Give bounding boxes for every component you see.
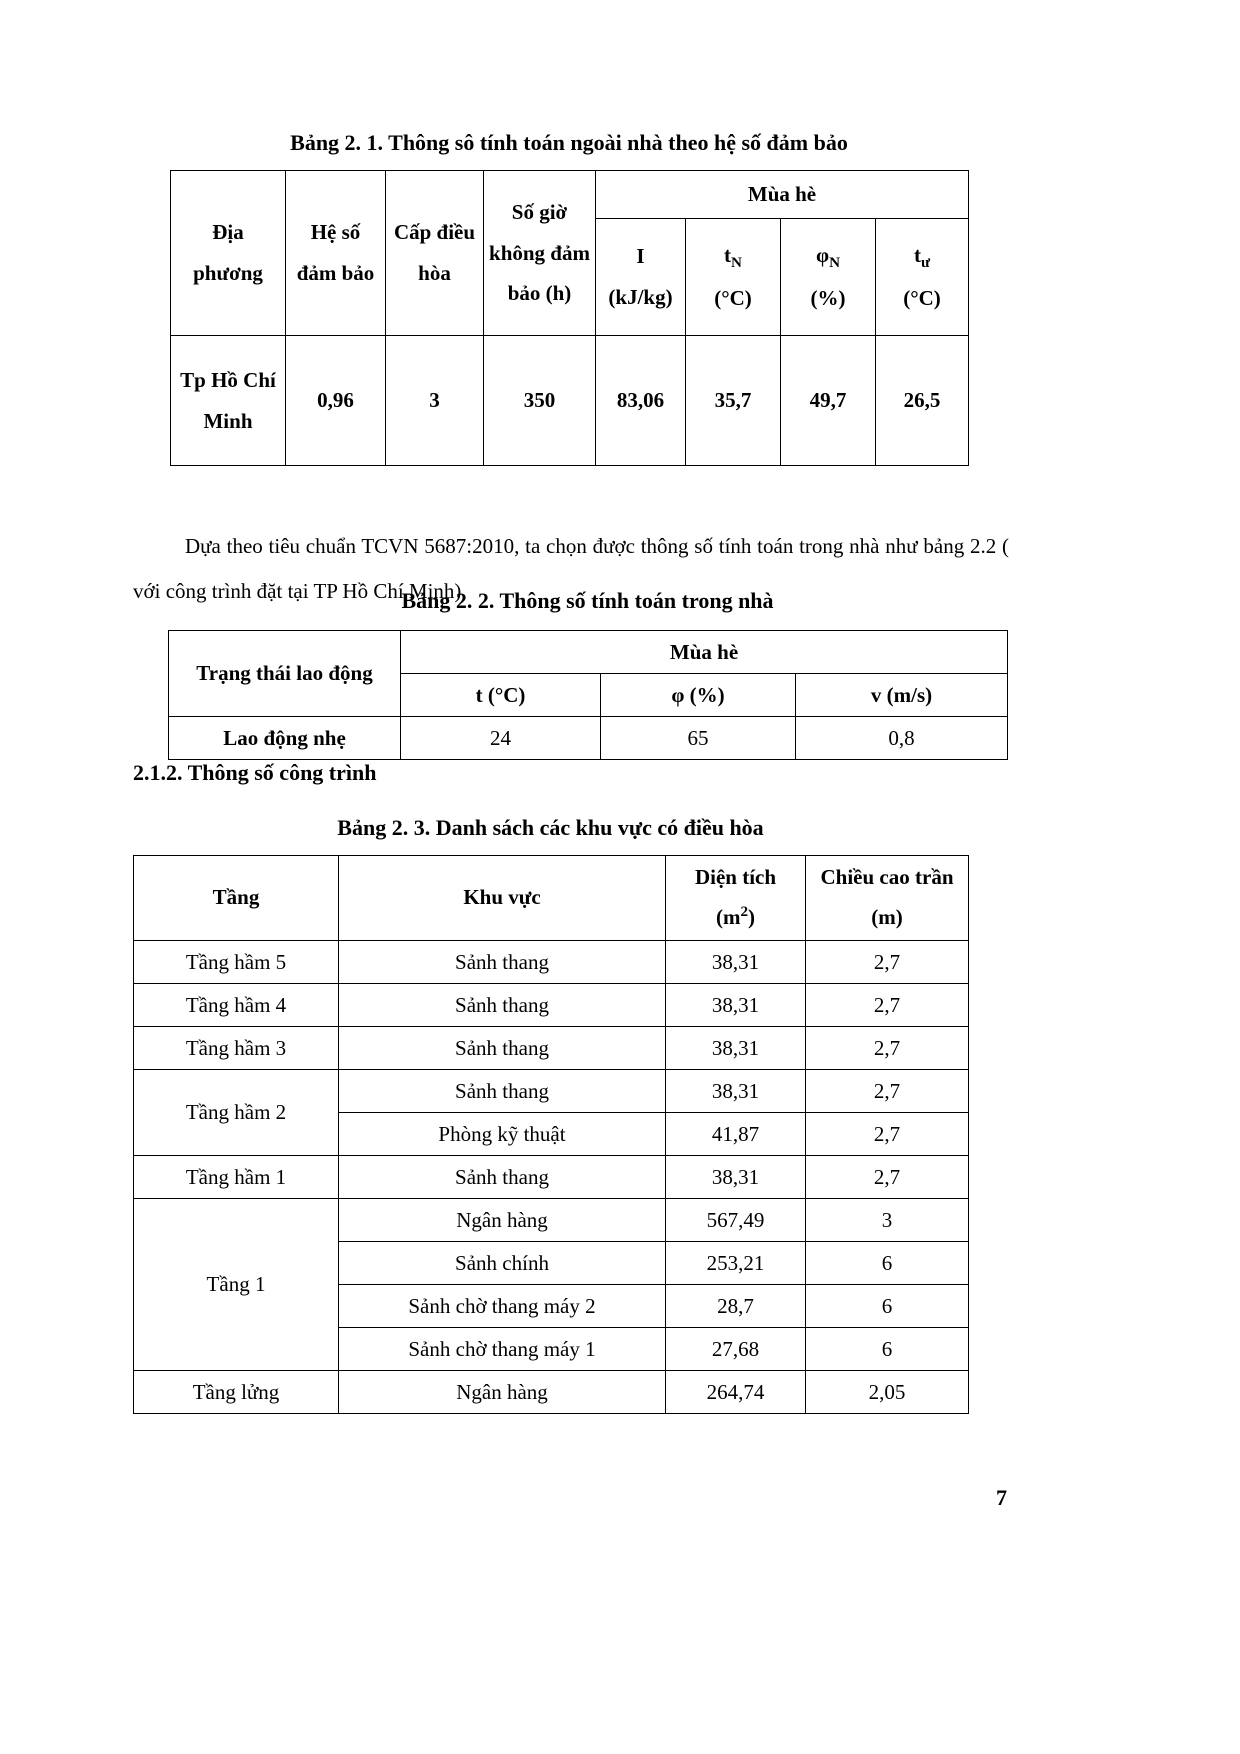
cell-chieu-cao: 2,7 (806, 941, 969, 984)
page-number: 7 (996, 1485, 1007, 1510)
header-cell-dia-phuong: Địa phương (171, 171, 286, 336)
cell-t: 24 (401, 717, 601, 760)
cell-khu-vuc: Sảnh chờ thang máy 2 (339, 1285, 666, 1328)
cell-chieu-cao: 2,7 (806, 984, 969, 1027)
cell-chieu-cao: 2,7 (806, 1070, 969, 1113)
table3-zones (133, 855, 969, 1414)
header-cell-dien-tich: Diện tích $(m^2)$ (666, 856, 806, 941)
cell-chieu-cao: 6 (806, 1285, 969, 1328)
cell-tang: Tầng lửng (134, 1371, 339, 1414)
table-row (134, 1156, 969, 1199)
cell-dien-tich: 38,31 (666, 1070, 806, 1113)
cell-enthalpy: 83,06 (596, 336, 686, 466)
cell-chieu-cao: 6 (806, 1242, 969, 1285)
table-row (134, 941, 969, 984)
cell-dien-tich: 38,31 (666, 941, 806, 984)
cell-tang: Tầng hầm 2 (134, 1070, 339, 1156)
table-row (134, 1199, 969, 1242)
cell-chieu-cao: 6 (806, 1328, 969, 1371)
cell-khu-vuc: Sảnh thang (339, 941, 666, 984)
table-row (134, 984, 969, 1027)
table2-caption: Bảng 2. 2. Thông số tính toán trong nhà (401, 588, 774, 613)
cell-dien-tich: 264,74 (666, 1371, 806, 1414)
header-cell-chieu-cao: Chiều cao trần (m) (806, 856, 969, 941)
header-cell-tang: Tầng (134, 856, 339, 941)
cell-tang: Tầng hầm 3 (134, 1027, 339, 1070)
header-cell-t: t (°C) (401, 674, 601, 717)
cell-dien-tich: 41,87 (666, 1113, 806, 1156)
cell-chieu-cao: 2,7 (806, 1156, 969, 1199)
cell-dia-phuong: Tp Hồ Chí Minh (171, 336, 286, 466)
cell-dien-tich: 38,31 (666, 1027, 806, 1070)
table-row (134, 1371, 969, 1414)
header-cell-khu-vuc: Khu vực (339, 856, 666, 941)
cell-khu-vuc: Sảnh thang (339, 1156, 666, 1199)
cell-tang: Tầng hầm 1 (134, 1156, 339, 1199)
header-cell-trang-thai: Trạng thái lao động (169, 631, 401, 717)
cell-chieu-cao: 2,7 (806, 1027, 969, 1070)
table1-outdoor-params (170, 170, 969, 466)
header-cell-mua-he: Mùa hè (596, 171, 969, 219)
cell-khu-vuc: Sảnh thang (339, 1070, 666, 1113)
cell-khu-vuc: Phòng kỹ thuật (339, 1113, 666, 1156)
table2-indoor-params (168, 630, 1008, 760)
table-row (134, 1027, 969, 1070)
header-cell-tn: $t_N$ (°C) (686, 219, 781, 336)
cell-dien-tich: 567,49 (666, 1199, 806, 1242)
cell-tang: Tầng hầm 4 (134, 984, 339, 1027)
cell-khu-vuc: Ngân hàng (339, 1371, 666, 1414)
cell-khu-vuc: Sảnh thang (339, 984, 666, 1027)
header-cell-so-gio: Số giờ không đảm bảo (h) (484, 171, 596, 336)
cell-khu-vuc: Sảnh chính (339, 1242, 666, 1285)
cell-khu-vuc: Ngân hàng (339, 1199, 666, 1242)
cell-so-gio: 350 (484, 336, 596, 466)
cell-he-so: 0,96 (286, 336, 386, 466)
cell-phi-n: 49,7 (781, 336, 876, 466)
cell-cap: 3 (386, 336, 484, 466)
cell-v: 0,8 (796, 717, 1008, 760)
cell-dien-tich: 253,21 (666, 1242, 806, 1285)
cell-khu-vuc: Sảnh chờ thang máy 1 (339, 1328, 666, 1371)
cell-tn: 35,7 (686, 336, 781, 466)
cell-phi: 65 (601, 717, 796, 760)
cell-chieu-cao: 3 (806, 1199, 969, 1242)
cell-khu-vuc: Sảnh thang (339, 1027, 666, 1070)
header-cell-v: v (m/s) (796, 674, 1008, 717)
cell-tu: 26,5 (876, 336, 969, 466)
header-cell-phi: φ (%) (601, 674, 796, 717)
table3-caption: Bảng 2. 3. Danh sách các khu vực có điều hòa (337, 815, 764, 840)
body-paragraph: Dựa theo tiêu chuẩn TCVN 5687:2010, ta chọn được thông số tính toán trong nhà như bảng 2.2 ( với công trình đặt tại TP Hồ Chí Minh). (133, 534, 1009, 603)
cell-trang-thai: Lao động nhẹ (169, 717, 401, 760)
table1-caption: Bảng 2. 1. Thông sô tính toán ngoài nhà theo hệ số đảm bảo (290, 130, 848, 155)
header-cell-tu: $t_ư$ (°C) (876, 219, 969, 336)
cell-dien-tich: 28,7 (666, 1285, 806, 1328)
cell-dien-tich: 38,31 (666, 1156, 806, 1199)
header-cell-cap-dieu-hoa: Cấp điều hòa (386, 171, 484, 336)
cell-dien-tich: 38,31 (666, 984, 806, 1027)
header-cell-enthalpy: I (kJ/kg) (596, 219, 686, 336)
header-cell-phi-n: $\varphi_N$ (%) (781, 219, 876, 336)
table-row (134, 1070, 969, 1113)
cell-chieu-cao: 2,7 (806, 1113, 969, 1156)
section-heading: 2.1.2. Thông số công trình (133, 760, 377, 785)
cell-tang: Tầng hầm 5 (134, 941, 339, 984)
header-cell-he-so: Hệ số đảm bảo (286, 171, 386, 336)
cell-chieu-cao: 2,05 (806, 1371, 969, 1414)
cell-tang: Tầng 1 (134, 1199, 339, 1371)
header-cell-mua-he: Mùa hè (401, 631, 1008, 674)
cell-dien-tich: 27,68 (666, 1328, 806, 1371)
